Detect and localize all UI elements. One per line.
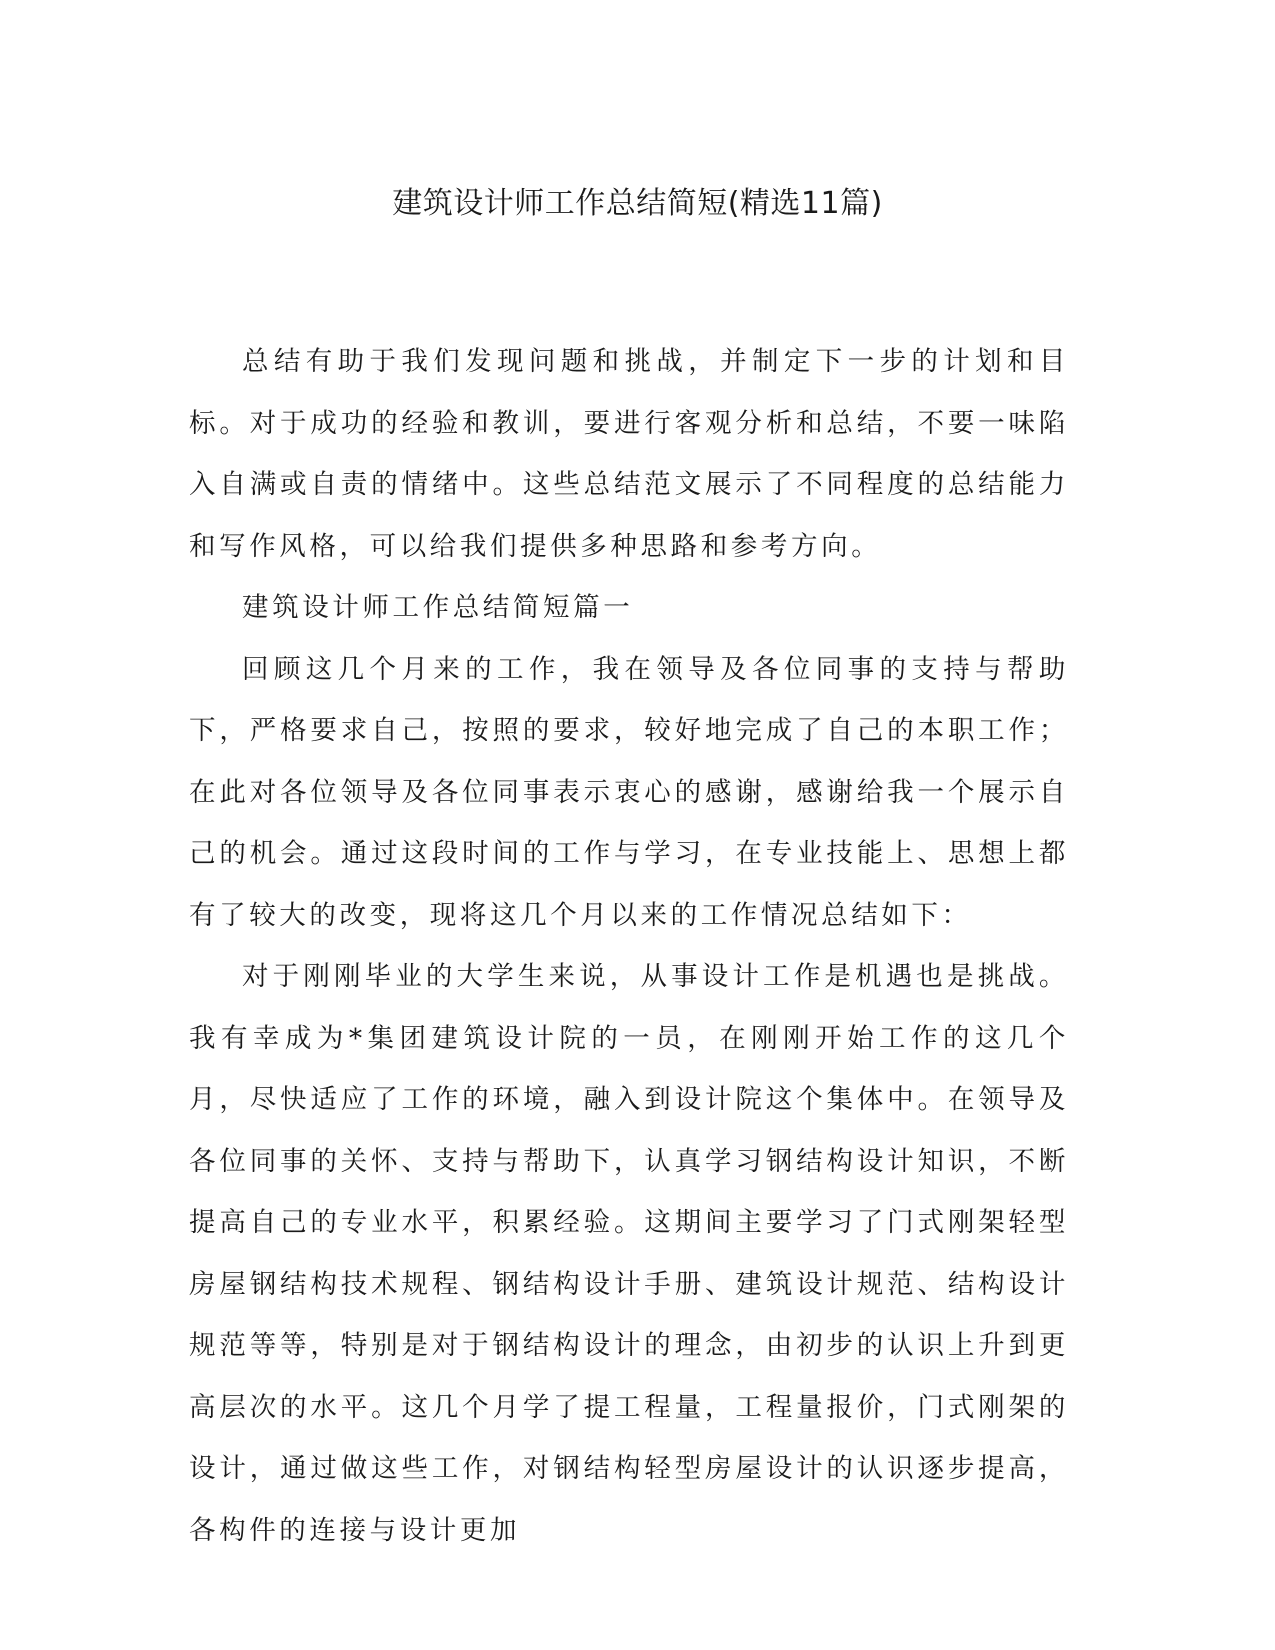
document-body <box>189 331 1069 1561</box>
document-title: 建筑设计师工作总结简短(精选11篇) <box>392 186 883 221</box>
section-heading: 建筑设计师工作总结简短篇一 <box>242 592 634 623</box>
intro-paragraph: 总结有助于我们发现问题和挑战，并制定下一步的计划和目标。对于成功的经验和教训，要进行客观分析和总结，不要一味陷入自满或自责的情绪中。这些总结范文展示了不同程度的总结能力和写作风格，可以给我们提供多种思路和参考方向。 <box>189 346 1069 562</box>
body-paragraph: 对于刚刚毕业的大学生来说，从事设计工作是机遇也是挑战。我有幸成为*集团建筑设计院的一员，在刚刚开始工作的这几个月，尽快适应了工作的环境，融入到设计院这个集体中。在领导及各位同事的关怀、支持与帮助下，认真学习钢结构设计知识，不断提高自己的专业水平，积累经验。这期间主要学习了门式刚架轻型房屋钢结构技术规程、钢结构设计手册、建筑设计规范、结构设计规范等等，特别是对于钢结构设计的理念，由初步的认识上升到更高层次的水平。这几个月学了提工程量，工程量报价，门式刚架的设计，通过做这些工作，对钢结构轻型房屋设计的认识逐步提高，各构件的连接与设计更加 <box>189 961 1069 1546</box>
body-paragraph: 回顾这几个月来的工作，我在领导及各位同事的支持与帮助下，严格要求自己，按照的要求，较好地完成了自己的本职工作；在此对各位领导及各位同事表示衷心的感谢，感谢给我一个展示自己的机会。通过这段时间的工作与学习，在专业技能上、思想上都有了较大的改变，现将这几个月以来的工作情况总结如下： <box>189 653 1069 931</box>
